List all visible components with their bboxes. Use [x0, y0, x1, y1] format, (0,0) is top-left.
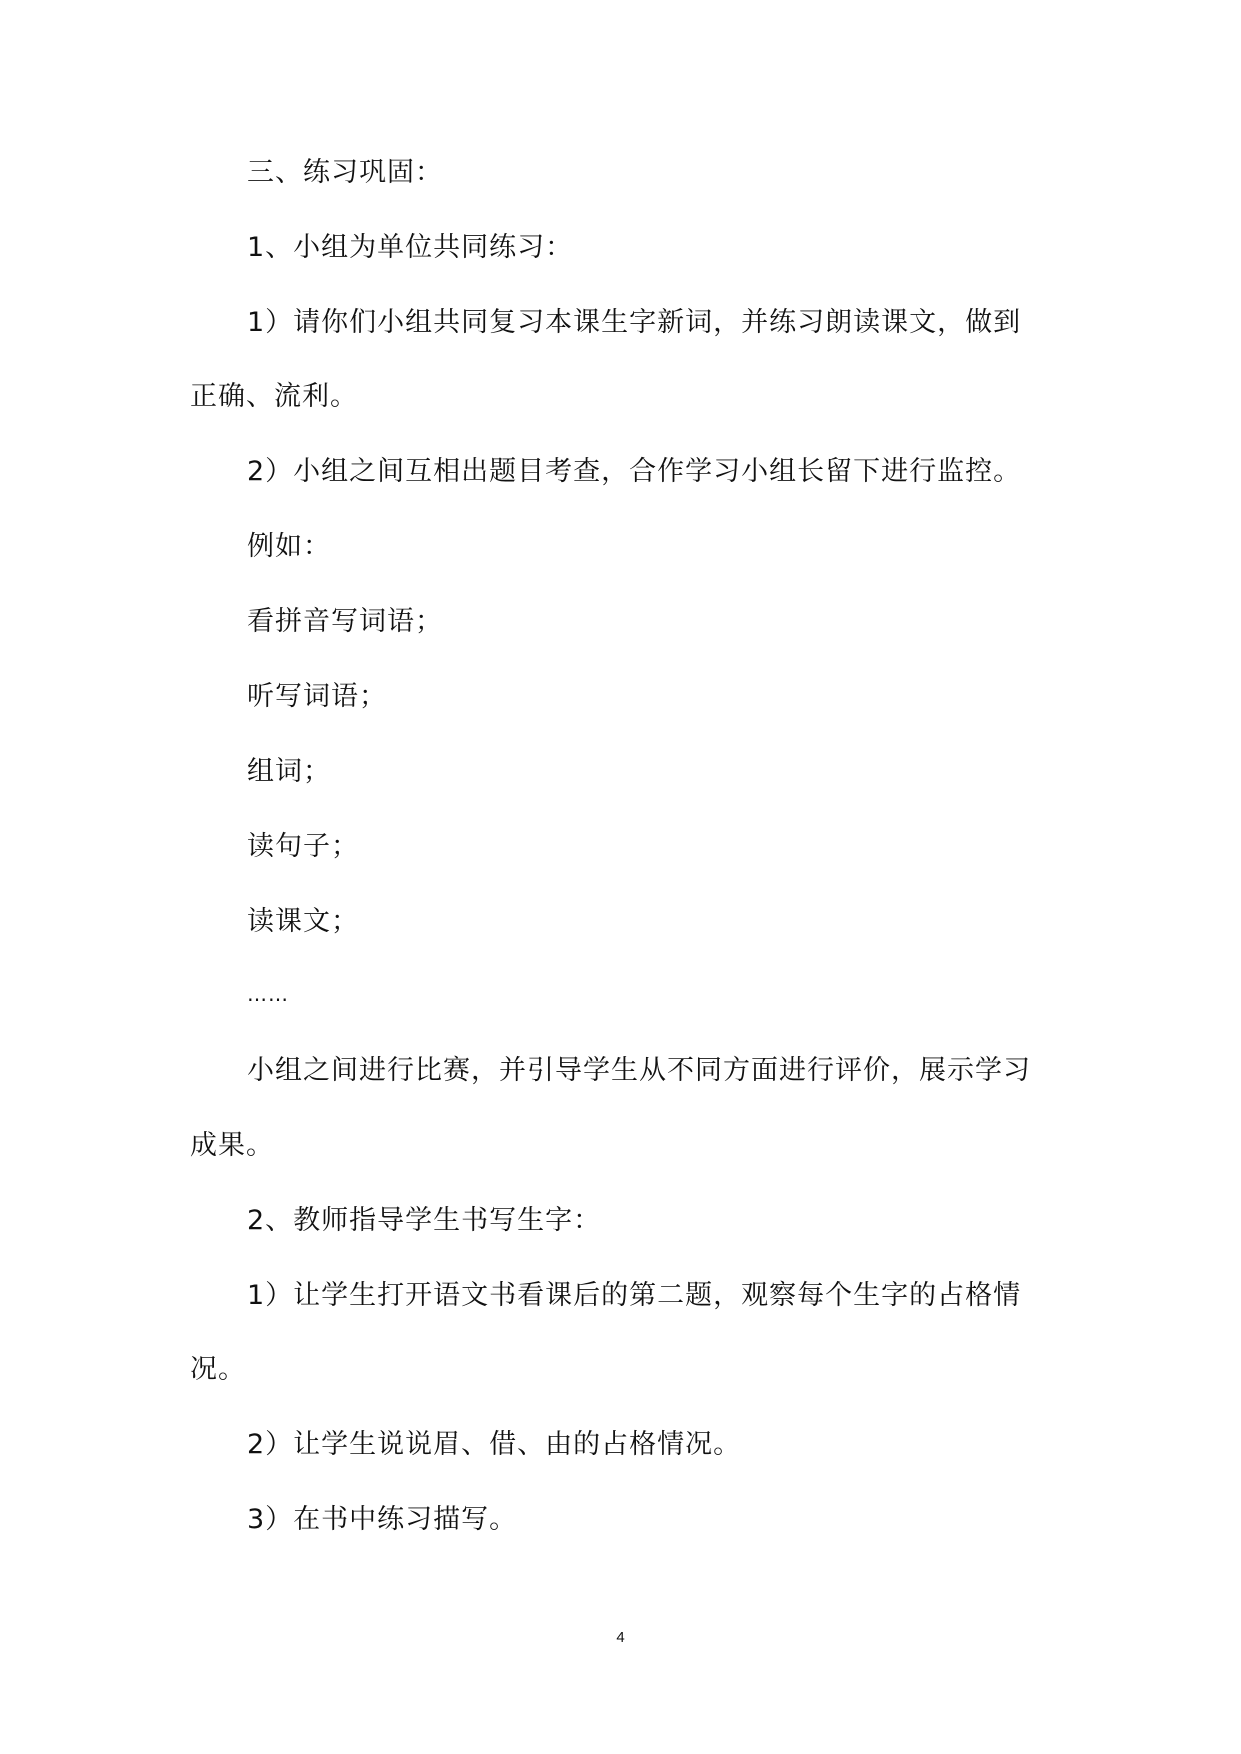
paragraph-line: 组词；: [247, 756, 331, 787]
paragraph-line: 成果。: [190, 1130, 274, 1161]
paragraph-line: 正确、流利。: [190, 381, 358, 412]
paragraph-line: 读句子；: [247, 831, 359, 862]
paragraph-line: 例如：: [247, 531, 331, 562]
paragraph-line: 听写词语；: [247, 681, 387, 712]
paragraph-line: 3）在书中练习描写。: [247, 1504, 518, 1535]
paragraph-line: 小组之间进行比赛，并引导学生从不同方面进行评价，展示学习: [247, 1055, 1031, 1086]
ellipsis-line: ……: [247, 982, 289, 1006]
paragraph-line: 1）请你们小组共同复习本课生字新词，并练习朗读课文，做到: [247, 307, 1022, 338]
paragraph-line: 看拼音写词语；: [247, 606, 443, 637]
paragraph-line: 1、小组为单位共同练习：: [247, 232, 574, 263]
section-heading: 三、练习巩固：: [247, 157, 443, 188]
paragraph-line: 2）让学生说说眉、借、由的占格情况。: [247, 1429, 742, 1460]
paragraph-line: 读课文；: [247, 906, 359, 937]
paragraph-line: 2、教师指导学生书写生字：: [247, 1205, 602, 1236]
paragraph-line: 1）让学生打开语文书看课后的第二题，观察每个生字的占格情: [247, 1280, 1022, 1311]
page-number: 4: [616, 1629, 625, 1646]
paragraph-line: 况。: [190, 1354, 246, 1385]
paragraph-line: 2）小组之间互相出题目考查，合作学习小组长留下进行监控。: [247, 456, 1022, 487]
